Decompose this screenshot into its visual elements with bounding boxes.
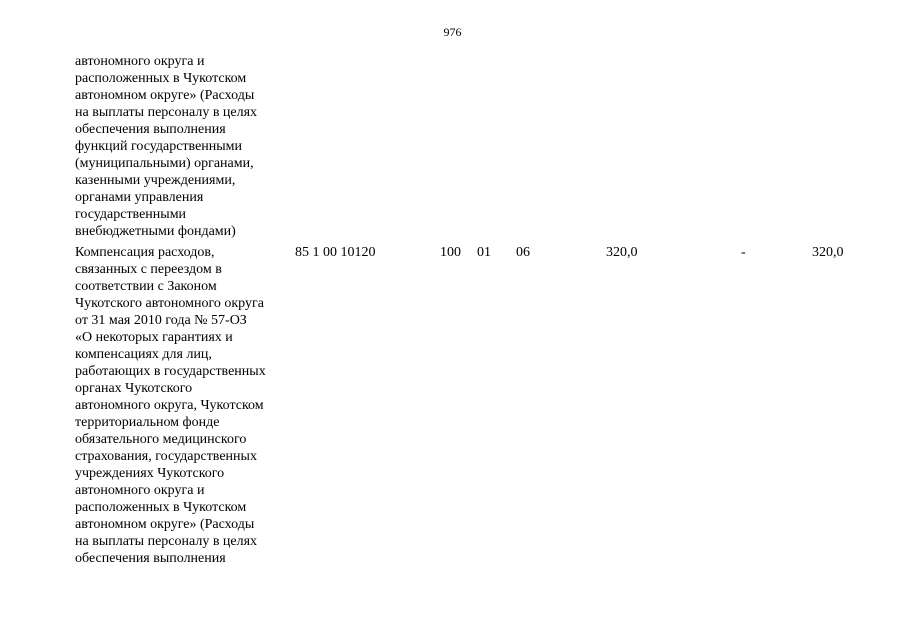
text-line: Компенсация расходов, bbox=[75, 245, 215, 260]
page-number: 976 bbox=[443, 25, 462, 39]
text-line: Чукотского автономного округа bbox=[75, 296, 264, 311]
text-line: соответствии с Законом bbox=[75, 279, 217, 294]
text-line: автономного округа и bbox=[75, 54, 205, 69]
text-line: обязательного медицинского bbox=[75, 432, 247, 447]
text-line: на выплаты персоналу в целях bbox=[75, 534, 258, 549]
text-line: казенными учреждениями, bbox=[75, 173, 236, 188]
change-value: - bbox=[741, 245, 746, 260]
text-line: обеспечения выполнения bbox=[75, 122, 226, 137]
text-line: расположенных в Чукотском bbox=[75, 500, 247, 515]
text-line: учреждениях Чукотского bbox=[75, 466, 225, 481]
expense-type-code: 100 bbox=[440, 245, 461, 260]
text-line: работающих в государственных bbox=[75, 364, 266, 379]
text-line: на выплаты персоналу в целях bbox=[75, 105, 258, 120]
text-line: автономного округа и bbox=[75, 483, 205, 498]
text-line: государственными bbox=[75, 207, 187, 222]
text-line: обеспечения выполнения bbox=[75, 551, 226, 566]
subsection-code: 06 bbox=[516, 245, 530, 260]
text-line: связанных с переездом в bbox=[75, 262, 222, 277]
amount-value: 320,0 bbox=[606, 245, 638, 260]
text-line: (муниципальными) органами, bbox=[75, 156, 254, 171]
total-value: 320,0 bbox=[812, 245, 844, 260]
text-line: автономном округе» (Расходы bbox=[75, 88, 255, 103]
text-line: расположенных в Чукотском bbox=[75, 71, 247, 86]
text-line: «О некоторых гарантиях и bbox=[75, 330, 233, 345]
text-line: автономного округа, Чукотском bbox=[75, 398, 264, 413]
text-line: внебюджетными фондами) bbox=[75, 224, 236, 239]
text-line: органах Чукотского bbox=[75, 381, 193, 396]
text-line: территориальном фонде bbox=[75, 415, 220, 430]
text-line: органами управления bbox=[75, 190, 204, 205]
text-line: автономном округе» (Расходы bbox=[75, 517, 255, 532]
section-code: 01 bbox=[477, 245, 491, 260]
text-line: функций государственными bbox=[75, 139, 243, 154]
row-description bbox=[75, 244, 300, 567]
continuation-text bbox=[75, 53, 300, 240]
target-article-code: 85 1 00 10120 bbox=[295, 245, 376, 260]
text-line: от 31 мая 2010 года № 57-ОЗ bbox=[75, 313, 247, 328]
text-line: компенсациях для лиц, bbox=[75, 347, 212, 362]
text-line: страхования, государственных bbox=[75, 449, 257, 464]
